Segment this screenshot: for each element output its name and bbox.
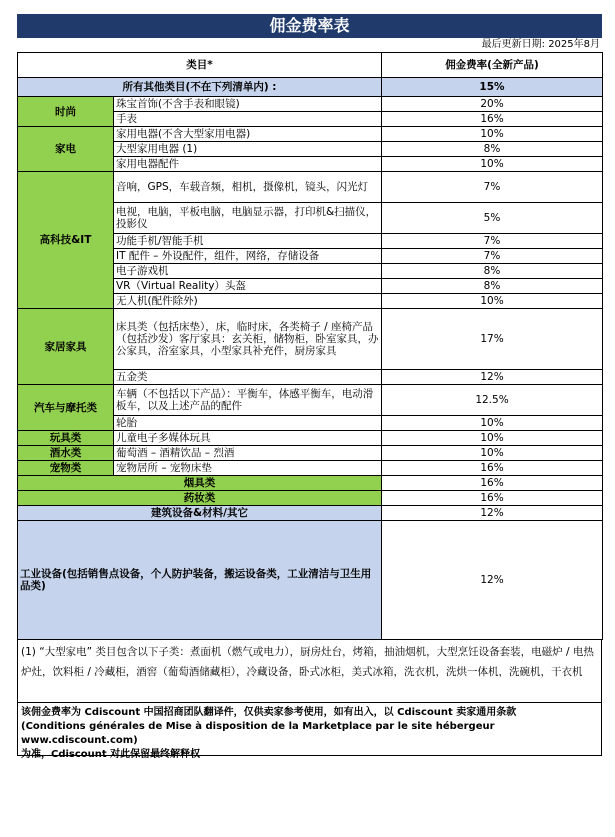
item-label: 五金类 <box>114 370 382 385</box>
item-rate: 10% <box>382 157 603 172</box>
item-rate: 12.5% <box>382 385 603 416</box>
industrial-row <box>18 521 603 640</box>
category-name: 家电 <box>18 127 114 172</box>
header-category: 类目* <box>18 53 382 78</box>
item-rate: 8% <box>382 279 603 294</box>
table-row <box>18 461 603 476</box>
standalone-rate: 16% <box>382 491 603 506</box>
item-rate: 10% <box>382 294 603 309</box>
last-updated: 最后更新日期: 2025年8月 <box>481 39 600 50</box>
table-row <box>18 476 603 491</box>
category-name: 酒水类 <box>18 446 114 461</box>
item-label: 无人机(配件除外) <box>114 294 382 309</box>
category-sections <box>18 97 603 476</box>
item-label: 音响，GPS，车载音频，相机，摄像机，镜头，闪光灯 <box>114 172 382 203</box>
category-name: 时尚 <box>18 97 114 127</box>
category-name: 宠物类 <box>18 461 114 476</box>
item-rate: 7% <box>382 249 603 264</box>
industrial-label: 工业设备(包括销售点设备，个人防护装备，搬运设备类，工业清洁与卫生用品类) <box>18 521 382 640</box>
standalone-rate: 12% <box>382 506 603 521</box>
disclaimer <box>17 703 602 760</box>
item-rate: 7% <box>382 172 603 203</box>
standalone-label: 建筑设备&材料/其它 <box>18 506 382 521</box>
item-rate: 10% <box>382 446 603 461</box>
item-label: 手表 <box>114 112 382 127</box>
standalone-rate: 16% <box>382 476 603 491</box>
item-label: IT 配件 – 外设配件，组件，网络，存储设备 <box>114 249 382 264</box>
table-row <box>18 172 603 203</box>
category-name: 玩具类 <box>18 431 114 446</box>
table-row <box>18 97 603 112</box>
commission-sheet <box>17 14 602 760</box>
item-rate: 7% <box>382 234 603 249</box>
item-label: 车辆（不包括以下产品）：平衡车，体感平衡车，电动滑板车，以及上述产品的配件 <box>114 385 382 416</box>
item-rate: 16% <box>382 461 603 476</box>
table-row <box>18 446 603 461</box>
table-row <box>18 431 603 446</box>
item-label: 珠宝首饰(不含手表和眼镜) <box>114 97 382 112</box>
item-label: 床具类（包括床垫），床，临时床，各类椅子 / 座椅产品（包括沙发）客厅家具：玄关柜，储物柜，卧室家具，办公家具，浴室家具，小型家具补充件，厨房家具 <box>114 309 382 370</box>
table-row <box>18 309 603 370</box>
disclaimer-line-1: 该佣金费率为 Cdiscount 中国招商团队翻译件，仅供卖家参考使用，如有出入，以 Cdiscount 卖家通用条款 <box>21 707 517 718</box>
all-other-label: 所有其他类目(不在下列清单内) : <box>18 78 382 97</box>
category-name: 家居家具 <box>18 309 114 385</box>
all-other-row <box>18 78 603 97</box>
item-rate: 12% <box>382 370 603 385</box>
item-label: 电视，电脑，平板电脑，电脑显示器，打印机&扫描仪，投影仪 <box>114 203 382 234</box>
table-row <box>18 491 603 506</box>
item-label: 宠物居所 – 宠物床垫 <box>114 461 382 476</box>
item-label: 大型家用电器 (1) <box>114 142 382 157</box>
item-rate: 8% <box>382 264 603 279</box>
table-row <box>18 385 603 416</box>
industrial-rate: 12% <box>382 521 603 640</box>
commission-table <box>17 52 603 640</box>
item-rate: 10% <box>382 431 603 446</box>
category-name: 高科技&IT <box>18 172 114 309</box>
item-label: 家用电器配件 <box>114 157 382 172</box>
item-rate: 20% <box>382 97 603 112</box>
all-other-rate: 15% <box>382 78 603 97</box>
item-rate: 5% <box>382 203 603 234</box>
disclaimer-line-2: (Conditions générales de Mise à disposition de la Marketplace par le site hébergeur www.cdiscount.com) <box>21 721 495 746</box>
item-label: 家用电器(不含大型家用电器) <box>114 127 382 142</box>
item-label: VR（Virtual Reality）头盔 <box>114 279 382 294</box>
table-row <box>18 506 603 521</box>
item-rate: 8% <box>382 142 603 157</box>
item-rate: 16% <box>382 112 603 127</box>
item-label: 电子游戏机 <box>114 264 382 279</box>
header-rate: 佣金费率(全新产品) <box>382 53 603 78</box>
item-rate: 10% <box>382 416 603 431</box>
standalone-label: 药妆类 <box>18 491 382 506</box>
item-label: 儿童电子多媒体玩具 <box>114 431 382 446</box>
standalone-sections <box>18 476 603 521</box>
item-label: 功能手机/智能手机 <box>114 234 382 249</box>
item-label: 轮胎 <box>114 416 382 431</box>
standalone-label: 烟具类 <box>18 476 382 491</box>
item-label: 葡萄酒 – 酒精饮品 – 烈酒 <box>114 446 382 461</box>
footnote: (1) “大型家电” 类目包含以下子类：煮面机（燃气或电力），厨房灶台，烤箱，抽油烟机，大型烹饪设备套装，电磁炉 / 电热炉灶，饮料柜 / 冷藏柜，酒窖（葡萄酒储藏柜），冷藏设备，卧式冰柜，美式冰箱，洗衣机，洗烘一体机，洗碗机，干衣机 <box>17 640 602 703</box>
category-name: 汽车与摩托类 <box>18 385 114 431</box>
item-rate: 17% <box>382 309 603 370</box>
table-header-row <box>18 53 603 78</box>
table-row <box>18 127 603 142</box>
item-rate: 10% <box>382 127 603 142</box>
disclaimer-line-3: 为准，Cdiscount 对此保留最终解释权 <box>21 749 201 760</box>
page-title: 佣金费率表 <box>17 14 602 38</box>
